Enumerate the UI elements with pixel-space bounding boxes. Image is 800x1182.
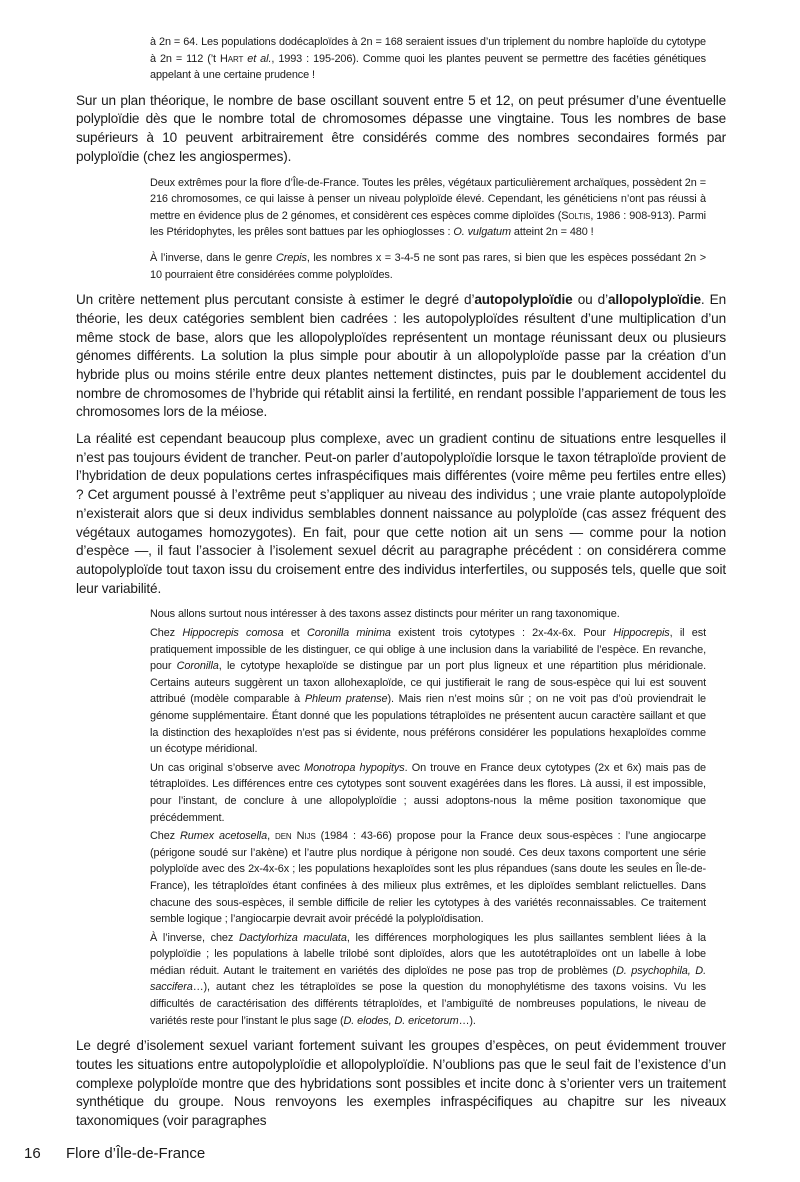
italic-text: Phleum pratense (304, 693, 388, 706)
page-footer (24, 1145, 800, 1162)
text-run: Nous allons surtout nous intéresser à des taxons assez distincts pour mériter un rang taxonomique. (150, 608, 620, 621)
italic-text: Hippocrepis (613, 627, 670, 639)
paragraph (150, 828, 706, 928)
text-run: Deux extrêmes pour la flore d’Île-de-France. Toutes les prêles, végétaux particulièrement archaïques, possèdent 2n = 216 chromosomes, ce qui laisse à penser un niveau polyploïde élevé. Cependant, les généticiens n’ont pas réussi à mettre en évidence plus de 2 génomes, et considèrent ces espèces comme diploïdes ( (150, 176, 706, 222)
text-run: Un cas original s’observe avec (150, 761, 305, 774)
text-run: Sur un plan théorique, le nombre de base oscillant souvent entre 5 et 12, on peut présumer d’une éventuelle polyploïdie dès que le nombre total de chromosomes dépasse une vingtaine. Tous les nombres de base supérieurs à 10 peuvent arbitrairement être considérés comme des nombres secondaires formés par polyploïdie (chez les angiospermes). (76, 92, 726, 164)
text-run: Un critère nettement plus percutant consiste à estimer le degré d’ (76, 292, 475, 308)
italic-text: Hippocrepis comosa (182, 627, 284, 639)
paragraph (150, 760, 706, 826)
paragraph-isolation (76, 1037, 726, 1131)
text-run: …), autant chez les tétraploïdes se pose la question du monophylétisme des taxons voisins. Vu les difficultés de caractérisation des différents tétraploïdes, et l’ambiguïté de nombreuses populations, le niveau de variétés reste pour l’instant le plus sage ( (150, 981, 706, 1027)
italic-text: Coronilla (176, 660, 219, 673)
paragraph (150, 625, 706, 758)
italic-text: D. psychophila, D. saccifera (150, 964, 707, 994)
text-run: À l’inverse, chez (150, 931, 239, 944)
note-block-3 (150, 606, 706, 1029)
author-name: Soltis (561, 209, 591, 222)
text-run: . En théorie, les deux catégories semblent bien cadrées : les autopolyploïdes résultent d’une multiplication d’un même stock de base, alors que les allopolyploïdes représentent un montage réunissant deux ou plusieurs génomes différents. La solution la plus simple pour aboutir à un allopolyploïde passe par la création d’un hybride plus ou moins stérile entre deux plantes nettement distinctes, puis par le doublement accidentel du nombre de chromosomes de l’hybride qui rétablit ainsi la fertilité, en rendant possible l’appariement de tous les chromosomes lors de la méiose. (76, 292, 726, 420)
bold-term: autopolyploïdie (474, 292, 573, 308)
text-run: Le degré d’isolement sexuel variant fortement suivant les groupes d’espèces, on peut évidemment trouver toutes les situations entre autopolyploïdie et allopolyploïdie. N’oublions pas que le seul fait de l’existence d’un complexe polyploïde montre que des hybridations sont possibles et incite donc à s’orienter vers un traitement synthétique du groupe. Nous renvoyons les exemples infraspécifiques au chapitre sur les niveaux taxonomiques (voir paragraphes (76, 1038, 726, 1129)
text-run: ou d’ (572, 292, 608, 308)
italic-text: O. vulgatum (453, 226, 511, 239)
text-run: À l’inverse, dans le genre (150, 251, 276, 264)
paragraph (76, 92, 726, 167)
italic-text: Rumex acetosella (180, 830, 268, 843)
paragraph-polyploidy-theory (76, 92, 726, 167)
italic-text: Crepis (275, 251, 307, 264)
text-run: La réalité est cependant beaucoup plus complexe, avec un gradient continu de situations entre lesquelles il n’est pas toujours évident de trancher. Peut-on parler d’autopolyploïdie lorsque le taxon tétraploïde provient de l’hybridation de deux populations certes infraspécifiques mais différentes (voire même peu fertiles entre elles) ? Cet argument poussé à l’extrême peut s’appliquer au niveau des individus ; une vraie plante autopolyploïde n’existerait alors que si deux individus semblables donnent naissance au polyploïde (cas assez fréquent des végétaux autogames homozygotes). En fait, pour que cette notion ait un sens — comme pour la notion d’espèce —, il faut l’associer à l’isolement sexuel décrit au paragraphe précédent : on considérera comme autopolyploïde tout taxon issu du croisement entre des individus interfertiles, ou supposés tels, quelle que soit leur variabilité. (76, 431, 726, 596)
paragraph (76, 291, 726, 422)
text-run: (1984 : 43-66) propose pour la France deux sous-espèces : l’une angiocarpe (périgone soudé sur l’akène) et l’autre plus nordique à périgone non soudé. Ces deux taxons comportent une série polyploïde avec des 2x-4x-6x ; les populations hexaploïdes sont les plus répandues (sans doute les seules en Île-de-France), les tétraploïdes étant confinées à des milieux plus extrêmes, et les diploïdes semblant relictuelles. Dans chacune des sous-espèces, il semble difficile de relier les cytotypes à des variétés reconnaissables. Ce traitement semble logique ; l’angiocarpie devrait avoir précédé la polyploïdisation. (150, 830, 706, 926)
text-run: , (267, 830, 276, 843)
bold-term: allopolyploïdie (607, 292, 701, 308)
text-run: . On trouve en France deux cytotypes (2x et 6x) mais pas de tétraploïdes. Les différences entre ces cytotypes sont souvent exagérées dans les flores. Là aussi, il est impossible, pour l’instant, de conclure à une allopolyploïdie ; aussi adoptons-nous la même position taxonomique que précédemment. (150, 761, 707, 824)
text-run: et (283, 627, 308, 639)
note-block-2 (150, 175, 706, 284)
italic-text: D. elodes, D. ericetorum (343, 1014, 459, 1027)
paragraph (76, 430, 726, 598)
paragraph-auto-allo (76, 291, 726, 422)
text-run: , il est pratiquement impossible de les distinguer, ce qui oblige à une inclusion dans la variabilité de l’espèce. En revanche, pour (150, 627, 707, 673)
paragraph-reality (76, 430, 726, 598)
paragraph (150, 930, 706, 1030)
paragraph (150, 250, 706, 283)
paragraph (150, 175, 706, 241)
italic-text: et al. (247, 52, 272, 65)
text-run: Chez (150, 830, 181, 843)
paragraph (150, 34, 706, 84)
text-run: …). (458, 1014, 476, 1027)
page-number: 16 (24, 1144, 41, 1162)
text-run: , les différences morphologiques les plus saillantes semblent liées à la polyploïdie ; les populations à labelle trilobé sont diploïdes, alors que les autotétraploïdes ont un labelle à lobe médian réduit. Autant le traitement en variétés des diploïdes ne pose pas trop de problèmes ( (150, 931, 706, 977)
text-run: ). Mais rien n’est moins sûr ; on ne voit pas d’où proviendrait le génome supplémentaire. Étant donné que les populations tétraploïdes ne présentent aucun caractère saillant et que la distinction des hexaploïdes n’est pas si évidente, nous préférons considérer les populations hexaploïdes comme un écotype méridional. (150, 693, 706, 756)
text-run: , le cytotype hexaploïde se distingue par un port plus ligneux et une répartition plus méridionale. Certains auteurs suggèrent un taxon allohexaploïde, ce qui justifierait le rang de sous-espèce qui lui est souvent attribué (modèle comparable à (150, 660, 706, 706)
paragraph (150, 606, 706, 623)
text-run: , 1986 : 908-913). Parmi les Ptéridophytes, les prêles sont battues par les ophioglosses : (150, 209, 706, 239)
author-name: den Nijs (275, 830, 316, 843)
note-block-1 (150, 34, 706, 84)
italic-text: Monotropa hypopitys (304, 761, 405, 774)
text-run: , les nombres x = 3-4-5 ne sont pas rares, si bien que les espèces possédant 2n > 10 pourraient être considérées comme polyploïdes. (150, 251, 706, 281)
italic-text: Coronilla minima (307, 627, 391, 639)
paragraph (76, 1037, 726, 1131)
text-run: Chez (150, 627, 183, 639)
text-run: atteint 2n = 480 ! (510, 226, 594, 239)
author-name: Hart (219, 52, 244, 65)
text-run: existent trois cytotypes : 2x-4x-6x. Pour (390, 627, 614, 639)
book-title: Flore d’Île-de-France (66, 1144, 206, 1162)
text-run: , 1993 : 195-206). Comme quoi les plantes peuvent se permettre des facéties génétiques appelant à une certaine prudence ! (150, 52, 706, 82)
text-run: à 2n = 64. Les populations dodécaploïdes à 2n = 168 seraient issues d’un triplement du nombre haploïde du cytotype à 2n = 112 (’t (150, 36, 706, 65)
italic-text: Dactylorhiza maculata (238, 931, 347, 944)
